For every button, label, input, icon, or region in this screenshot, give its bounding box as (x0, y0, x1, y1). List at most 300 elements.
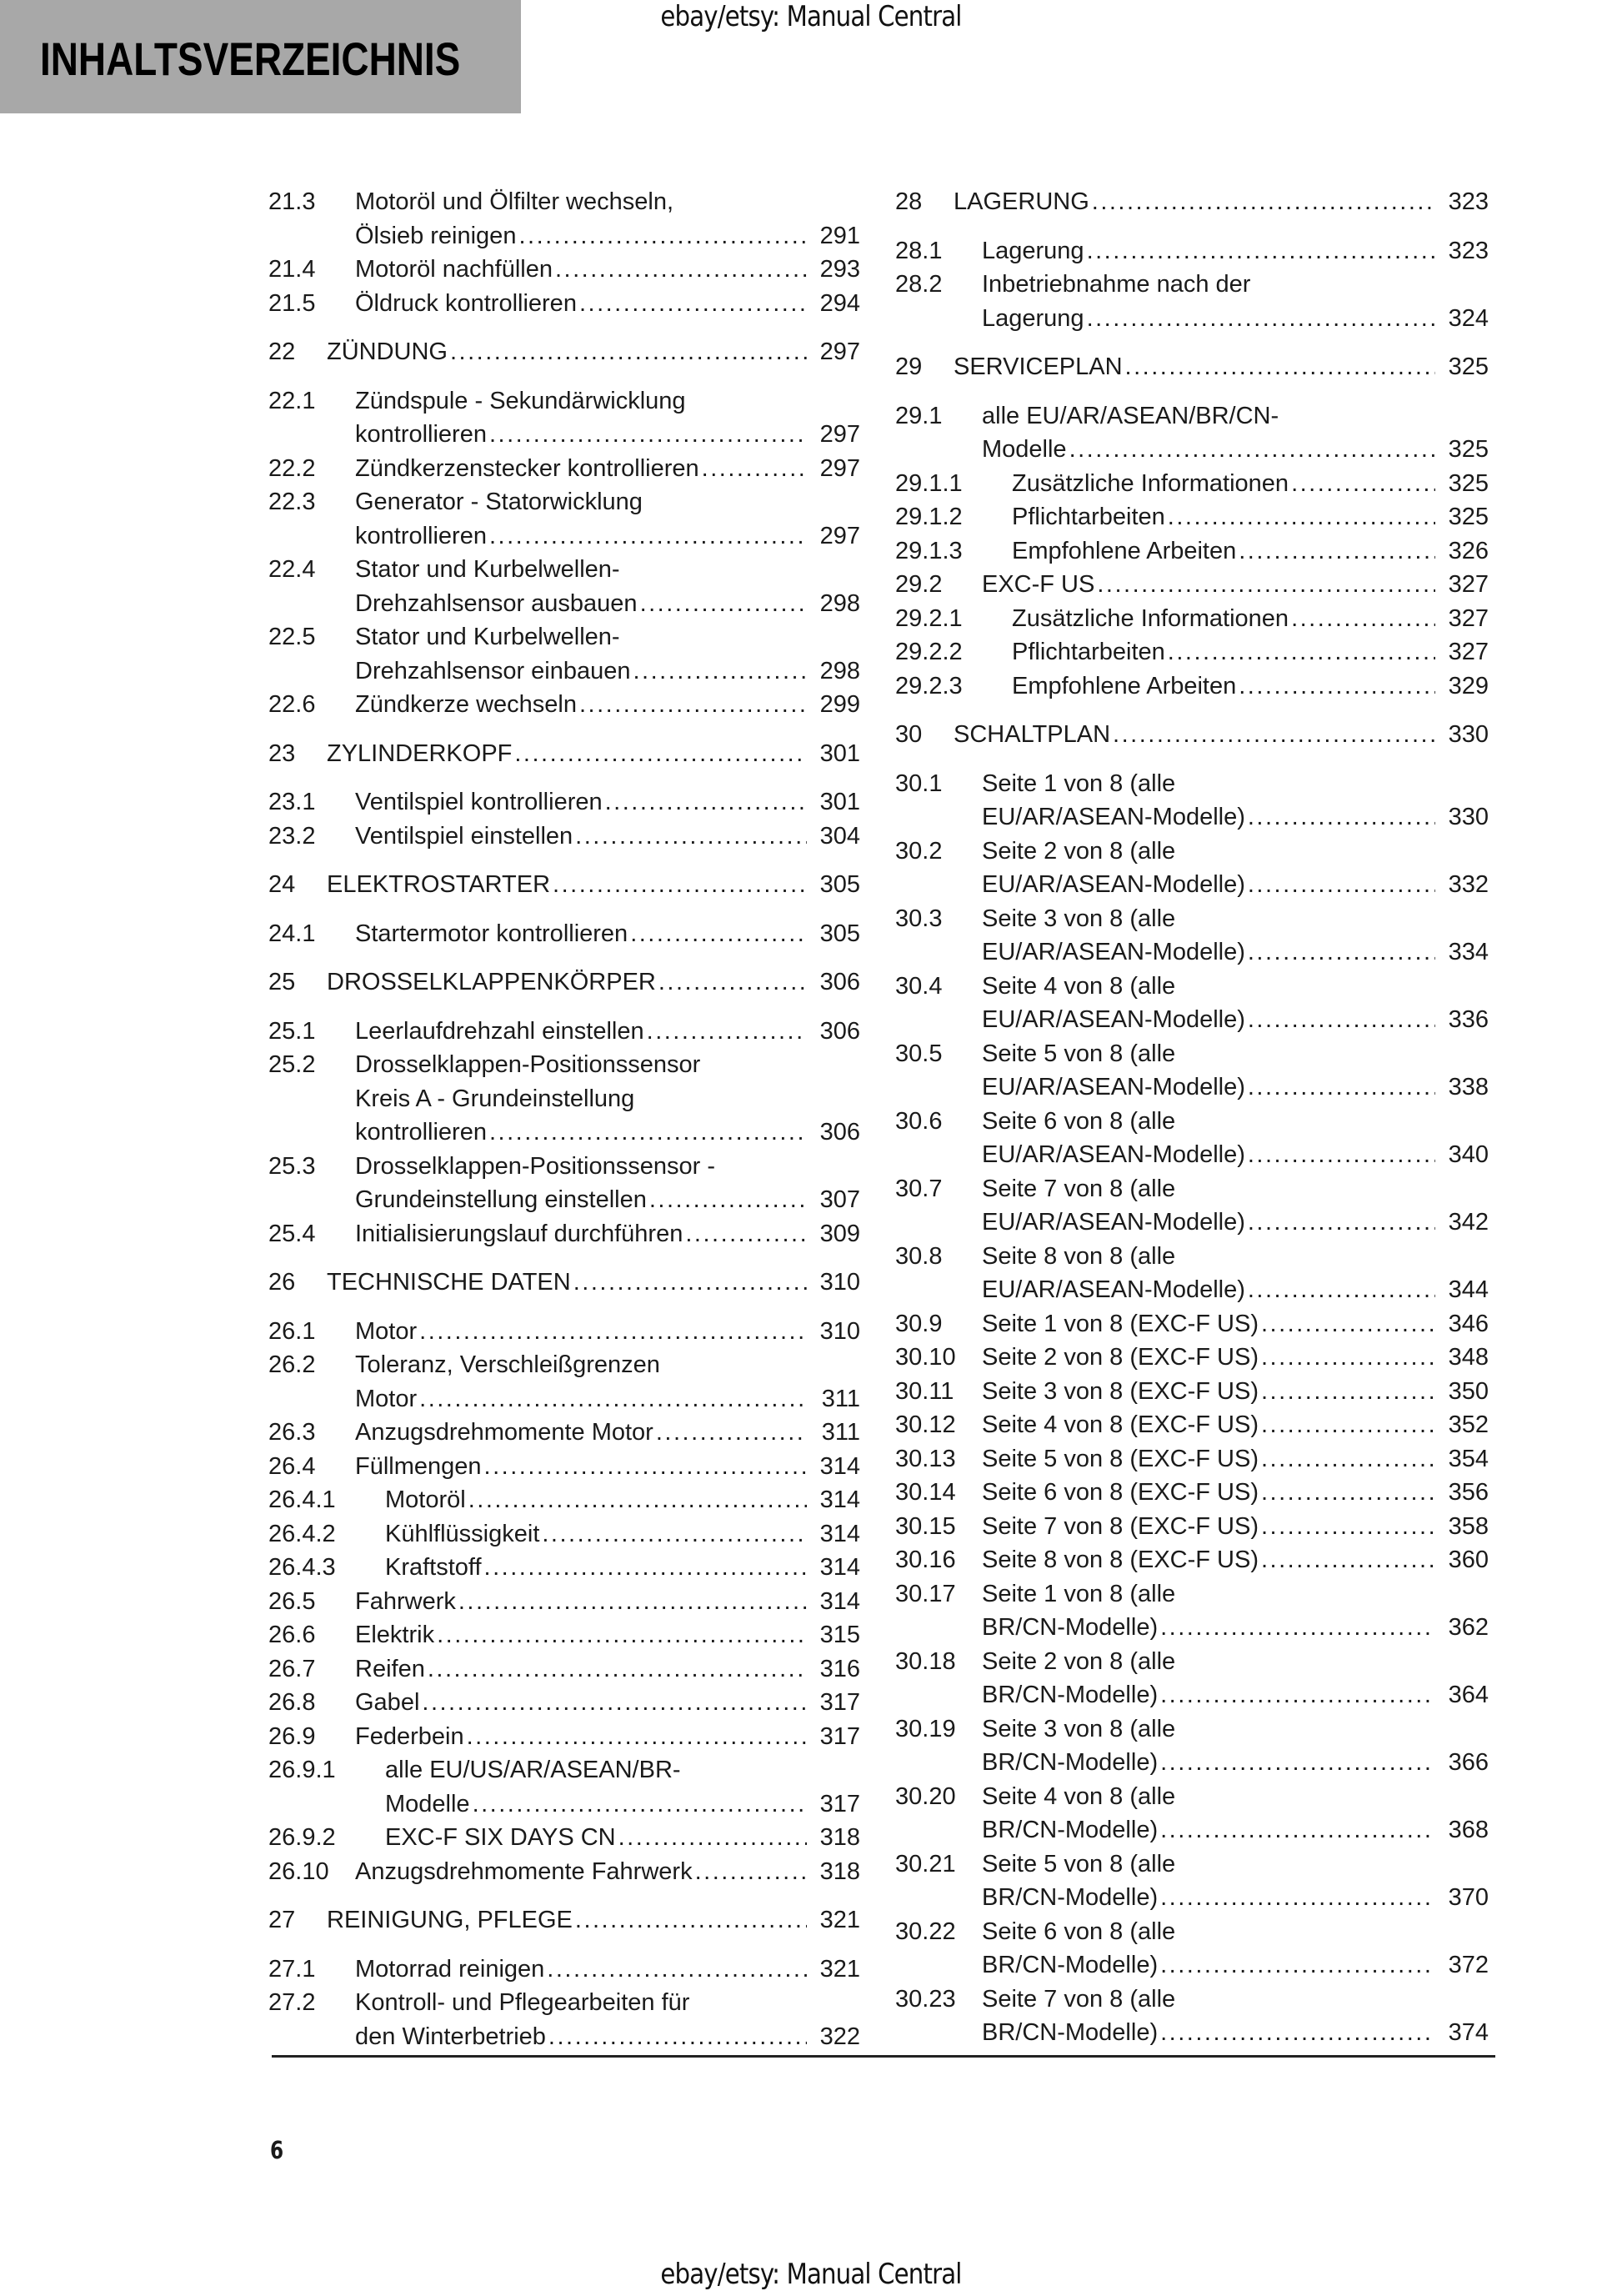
toc-entry-link[interactable] (268, 1821, 860, 1855)
section-title (982, 1712, 1489, 1780)
page-ref: 344 (1448, 1276, 1489, 1303)
section-number: 26.1 (268, 1317, 316, 1345)
page-ref: 348 (1448, 1344, 1489, 1371)
section-title-box (0, 0, 521, 113)
section-title-line: Stator und Kurbelwellen- (355, 624, 620, 650)
toc-entry-link[interactable] (268, 820, 860, 854)
page-ref: 360 (1448, 1547, 1489, 1573)
section-title-last-line (355, 253, 860, 287)
toc-entry-link[interactable] (268, 287, 860, 321)
page-ref: 329 (1448, 672, 1489, 699)
section-title-line: Seite 6 von 8 (alle (982, 1107, 1176, 1135)
section-title-text: EU/AR/ASEAN-Modelle) (982, 1276, 1245, 1303)
dot-leader (1248, 1070, 1435, 1105)
chapter-title-text: ZYLINDERKOPF (327, 739, 513, 767)
section-title-line: Seite 7 von 8 (alle (982, 1175, 1176, 1202)
dot-leader (422, 1686, 807, 1720)
page-ref: 324 (1448, 304, 1489, 332)
chapter-title-text: ELEKTROSTARTER (327, 871, 551, 898)
section-title-text: Öldruck kontrollieren (355, 289, 577, 317)
section-title-line: Stator und Kurbelwellen- (355, 556, 620, 583)
toc-entry-link[interactable] (268, 1986, 860, 2053)
section-title-last-line (982, 1408, 1489, 1442)
dot-leader (630, 917, 807, 951)
section-title-text: EU/AR/ASEAN-Modelle) (982, 804, 1245, 830)
toc-right-column (895, 185, 1489, 2050)
section-title-last-line (982, 1510, 1489, 1544)
footer-divider (272, 2055, 1495, 2058)
dot-leader (575, 1903, 807, 1938)
toc-entry-link[interactable] (895, 835, 1489, 902)
section-title-last-line (355, 688, 860, 722)
dot-leader (1261, 1375, 1435, 1409)
section-title-text: Seite 6 von 8 (EXC-F US) (982, 1479, 1259, 1506)
section-title (1012, 534, 1489, 569)
page-ref: 297 (819, 338, 860, 365)
section-title-text: Seite 3 von 8 (EXC-F US) (982, 1377, 1259, 1405)
page-ref: 309 (819, 1220, 860, 1247)
toc-entry-link[interactable] (268, 1416, 860, 1450)
chapter-title (954, 185, 1489, 219)
section-title-last-line (982, 800, 1489, 835)
section-title-line: Kontroll- und Pflegearbeiten für (355, 1989, 690, 2016)
section-title-line: Seite 7 von 8 (alle (982, 1985, 1176, 2013)
section-title-last-line (982, 1206, 1489, 1240)
section-title-text: kontrollieren (355, 421, 487, 448)
toc-entry-link[interactable] (268, 1150, 860, 1217)
section-number: 26.3 (268, 1419, 316, 1446)
section-title-text: Grundeinstellung einstellen (355, 1186, 647, 1213)
section-title-line: Inbetriebnahme nach der (982, 271, 1251, 298)
toc-entry-link[interactable] (895, 1780, 1489, 1847)
section-number: 26.9.2 (268, 1824, 336, 1851)
toc-entry-link[interactable] (268, 1618, 860, 1652)
dot-leader (649, 1183, 807, 1217)
section-number: 28.1 (895, 237, 943, 264)
section-title (982, 1476, 1489, 1510)
section-title-line: alle EU/AR/ASEAN/BR/CN- (982, 402, 1279, 429)
section-number: 30.11 (895, 1377, 954, 1405)
toc-entry-link[interactable] (268, 485, 860, 553)
toc-entry-link[interactable] (895, 902, 1489, 970)
toc-entry-link[interactable] (895, 1375, 1489, 1409)
toc-entry-link[interactable] (268, 1720, 860, 1754)
section-title-text: Pflichtarbeiten (1012, 504, 1165, 530)
section-title-text: Initialisierungslauf durchführen (355, 1220, 683, 1247)
toc-entry-link[interactable] (895, 635, 1489, 669)
toc-entry-link[interactable] (268, 1348, 860, 1416)
page-ref: 374 (1448, 2019, 1489, 2046)
page-ref: 332 (1448, 871, 1489, 898)
section-title-last-line (355, 1315, 860, 1349)
section-title-last-line (385, 1483, 860, 1517)
section-title-last-line (355, 287, 860, 321)
page-ref: 325 (1448, 469, 1489, 497)
page-title: INHALTSVERZEICHNIS (40, 33, 461, 85)
section-title-last-line (982, 1476, 1489, 1510)
watermark-bottom: ebay/etsy: Manual Central (660, 2258, 962, 2291)
page-ref: 310 (819, 1317, 860, 1345)
toc-entry-link[interactable] (268, 1686, 860, 1720)
section-title-last-line (982, 1881, 1489, 1915)
dot-leader (658, 965, 807, 1000)
section-number: 26.4.3 (268, 1554, 336, 1581)
section-number: 23.2 (268, 822, 316, 850)
section-number: 30.4 (895, 972, 943, 1000)
toc-entry-link[interactable] (895, 1847, 1489, 1915)
page-ref: 297 (819, 421, 860, 448)
toc-chapter-link[interactable] (268, 335, 860, 369)
dot-leader (555, 253, 807, 287)
section-number: 24.1 (268, 920, 316, 947)
toc-entry-link[interactable] (268, 553, 860, 620)
section-title-text: BR/CN-Modelle) (982, 1952, 1159, 1978)
section-title-last-line (355, 1855, 860, 1889)
toc-entry-link[interactable] (895, 1037, 1489, 1105)
toc-entry-link[interactable] (895, 399, 1489, 467)
section-title-text: BR/CN-Modelle) (982, 2019, 1159, 2046)
toc-entry-link[interactable] (895, 1442, 1489, 1476)
toc-entry-link[interactable] (895, 1645, 1489, 1712)
section-title-last-line (355, 1015, 860, 1049)
section-title-line: Zündspule - Sekundärwicklung (355, 387, 686, 414)
section-title (982, 268, 1489, 335)
toc-entry-link[interactable] (268, 1015, 860, 1049)
toc-entry-link[interactable] (268, 1450, 860, 1484)
toc-entry-link[interactable] (895, 1712, 1489, 1780)
section-number: 29.1.3 (895, 537, 963, 564)
section-title (355, 1953, 860, 1987)
section-title (355, 1315, 860, 1349)
page-ref: 356 (1448, 1479, 1489, 1506)
section-title (982, 1037, 1489, 1105)
section-number: 30.19 (895, 1715, 956, 1742)
toc-entry-link[interactable] (268, 1953, 860, 1987)
toc-entry-link[interactable] (268, 620, 860, 688)
section-title-last-line (982, 1442, 1489, 1476)
section-title-last-line (355, 785, 860, 820)
section-title-text: Zusätzliche Informationen (1012, 604, 1289, 632)
section-title-last-line (1012, 602, 1489, 636)
section-title-text: Ventilspiel kontrollieren (355, 789, 603, 815)
section-number: 26.9.1 (268, 1757, 336, 1783)
section-title (982, 902, 1489, 970)
dot-leader (685, 1217, 807, 1251)
section-title-last-line (982, 302, 1489, 336)
section-number: 25.4 (268, 1220, 316, 1247)
page-ref: 317 (819, 1722, 860, 1750)
section-title-text: Seite 5 von 8 (EXC-F US) (982, 1445, 1259, 1472)
toc-entry-link[interactable] (268, 1753, 860, 1821)
section-number: 30.16 (895, 1547, 956, 1573)
toc-entry-link[interactable] (895, 500, 1489, 534)
toc-entry-link[interactable] (895, 1915, 1489, 1983)
section-number: 30.10 (895, 1344, 956, 1371)
page-ref: 304 (819, 822, 860, 850)
dot-leader (1261, 1408, 1435, 1442)
section-title-line: Seite 6 von 8 (alle (982, 1918, 1176, 1945)
dot-leader (514, 737, 807, 771)
section-title-text: Zusätzliche Informationen (1012, 469, 1289, 497)
chapter-title (954, 350, 1489, 384)
page-ref: 316 (819, 1655, 860, 1682)
chapter-title (327, 1266, 860, 1300)
page-ref: 336 (1448, 1006, 1489, 1033)
section-title (355, 1048, 860, 1150)
toc-entry-link[interactable] (895, 234, 1489, 268)
section-title-text: Modelle (982, 436, 1067, 463)
toc-entry-link[interactable] (895, 669, 1489, 704)
dot-leader (1248, 1138, 1435, 1172)
section-title-line: Seite 8 von 8 (alle (982, 1242, 1176, 1270)
page-ref: 368 (1448, 1817, 1489, 1843)
page-ref: 321 (819, 1955, 860, 1983)
toc-entry-link[interactable] (268, 185, 860, 253)
toc-entry-link[interactable] (895, 1240, 1489, 1307)
section-title-last-line (355, 1217, 860, 1251)
toc-entry-link[interactable] (895, 268, 1489, 335)
page-ref: 317 (819, 1790, 860, 1817)
section-number: 22.1 (268, 387, 316, 414)
section-title-last-line (982, 1273, 1489, 1307)
toc-chapter-link[interactable] (268, 965, 860, 1000)
section-number: 25.3 (268, 1152, 316, 1180)
toc-entry-link[interactable] (895, 970, 1489, 1037)
page-ref: 315 (819, 1622, 860, 1648)
toc-entry-link[interactable] (268, 1551, 860, 1585)
section-title (1012, 467, 1489, 501)
section-number: 26.5 (268, 1587, 316, 1615)
dot-leader (458, 1585, 807, 1619)
page-ref: 301 (819, 789, 860, 815)
toc-entry-link[interactable] (895, 1341, 1489, 1375)
section-title-text: Ölsieb reinigen (355, 222, 517, 249)
page-ref: 321 (819, 1907, 860, 1933)
toc-entry-link[interactable] (895, 1307, 1489, 1341)
page-ref: 301 (819, 739, 860, 767)
section-title-last-line (982, 1813, 1489, 1847)
section-number: 30.22 (895, 1918, 956, 1945)
toc-chapter-link[interactable] (895, 718, 1489, 752)
toc-entry-link[interactable] (895, 602, 1489, 636)
dot-leader (419, 1382, 807, 1416)
section-title (982, 1375, 1489, 1409)
section-number: 30.20 (895, 1782, 956, 1810)
section-title (982, 1341, 1489, 1375)
section-title-text: BR/CN-Modelle) (982, 1749, 1159, 1776)
chapter-title (327, 1903, 860, 1938)
section-title-line: Seite 3 von 8 (alle (982, 1715, 1176, 1742)
page-ref: 299 (819, 691, 860, 718)
section-number: 22.4 (268, 556, 316, 583)
page-ref: 362 (1448, 1614, 1489, 1641)
section-title (982, 1780, 1489, 1847)
section-title-line: Seite 4 von 8 (alle (982, 972, 1176, 1000)
toc-entry-link[interactable] (268, 1483, 860, 1517)
toc-entry-link[interactable] (895, 1105, 1489, 1172)
section-title-text: EXC-F SIX DAYS CN (385, 1824, 616, 1851)
chapter-title-text: TECHNISCHE DATEN (327, 1269, 571, 1296)
section-title (355, 1652, 860, 1687)
toc-entry-link[interactable] (268, 384, 860, 452)
page-ref: 330 (1448, 721, 1489, 748)
toc-chapter-link[interactable] (895, 185, 1489, 219)
section-number: 30.6 (895, 1107, 943, 1135)
section-title-text: Leerlaufdrehzahl einstellen (355, 1017, 644, 1045)
section-title (385, 1551, 860, 1585)
toc-entry-link[interactable] (268, 452, 860, 486)
section-title (982, 1915, 1489, 1983)
chapter-number: 29 (895, 353, 923, 380)
section-number: 27.2 (268, 1989, 316, 2016)
section-title (982, 1510, 1489, 1544)
chapter-title-text: ZÜNDUNG (327, 338, 448, 365)
section-title-text: Drehzahlsensor einbauen (355, 657, 631, 684)
chapter-number: 27 (268, 1907, 296, 1933)
section-title (1012, 500, 1489, 534)
section-title-last-line (982, 1307, 1489, 1341)
page-ref: 334 (1448, 939, 1489, 965)
toc-entry-link[interactable] (895, 1476, 1489, 1510)
section-title-last-line (982, 1341, 1489, 1375)
dot-leader (542, 1517, 807, 1552)
dot-leader (419, 1315, 807, 1349)
section-number: 25.1 (268, 1017, 316, 1045)
section-title-text: EU/AR/ASEAN-Modelle) (982, 1209, 1245, 1236)
section-title-last-line (1012, 635, 1489, 669)
toc-entry-link[interactable] (268, 1855, 860, 1889)
section-number: 22.6 (268, 691, 316, 718)
section-title-last-line (982, 1678, 1489, 1712)
toc-chapter-link[interactable] (895, 350, 1489, 384)
section-number: 30.5 (895, 1040, 943, 1067)
page-ref: 350 (1448, 1377, 1489, 1405)
toc-chapter-link[interactable] (268, 1903, 860, 1938)
section-title-text: Motoröl nachfüllen (355, 256, 553, 283)
section-title (355, 1015, 860, 1049)
section-title-line: Seite 4 von 8 (alle (982, 1782, 1176, 1810)
section-title-last-line (982, 1746, 1489, 1780)
toc-entry-link[interactable] (895, 1510, 1489, 1544)
section-title (355, 185, 860, 253)
page-ref: 318 (819, 1824, 860, 1851)
section-title-text: EU/AR/ASEAN-Modelle) (982, 1074, 1245, 1100)
section-title-text: Motoröl (385, 1486, 466, 1513)
page-ref: 306 (819, 969, 860, 995)
section-title (355, 1450, 860, 1484)
dot-leader (575, 820, 807, 854)
page-ref: 327 (1448, 639, 1489, 665)
section-title-text: Federbein (355, 1722, 464, 1750)
section-title (982, 1983, 1489, 2050)
toc-entry-link[interactable] (895, 568, 1489, 602)
toc-chapter-link[interactable] (268, 868, 860, 902)
page-ref: 306 (819, 1119, 860, 1145)
section-title (1012, 635, 1489, 669)
dot-leader (450, 335, 807, 369)
toc-entry-link[interactable] (268, 1315, 860, 1349)
chapter-number: 28 (895, 188, 923, 215)
page-ref: 314 (819, 1486, 860, 1513)
dot-leader (618, 1821, 807, 1855)
section-title-last-line (982, 433, 1489, 467)
section-title (982, 1408, 1489, 1442)
toc-entry-link[interactable] (268, 1517, 860, 1552)
toc-entry-link[interactable] (268, 1652, 860, 1687)
toc-entry-link[interactable] (895, 1408, 1489, 1442)
toc-entry-link[interactable] (895, 534, 1489, 569)
toc-entry-link[interactable] (895, 1172, 1489, 1240)
dot-leader (1239, 669, 1435, 704)
section-number: 26.7 (268, 1655, 316, 1682)
section-title (982, 767, 1489, 835)
toc-entry-link[interactable] (268, 1217, 860, 1251)
section-title (355, 287, 860, 321)
dot-leader (1248, 1003, 1435, 1037)
page-ref: 314 (819, 1554, 860, 1581)
toc-entry-link[interactable] (268, 1048, 860, 1150)
chapter-title (327, 737, 860, 771)
section-title (355, 1986, 860, 2053)
section-title-text: Pflichtarbeiten (1012, 639, 1165, 665)
dot-leader (1160, 1813, 1435, 1847)
section-title-last-line (355, 219, 860, 253)
dot-leader (1092, 185, 1435, 219)
dot-leader (1248, 800, 1435, 835)
page-ref: 307 (819, 1186, 860, 1213)
section-title-text: kontrollieren (355, 522, 487, 549)
toc-entry-link[interactable] (895, 1577, 1489, 1645)
section-title (982, 568, 1489, 602)
section-number: 30.21 (895, 1850, 956, 1877)
section-title (385, 1483, 860, 1517)
section-title-text: Zündkerzenstecker kontrollieren (355, 454, 699, 482)
toc-chapter-link[interactable] (268, 737, 860, 771)
section-title (982, 1307, 1489, 1341)
section-number: 26.4.2 (268, 1520, 336, 1547)
toc-entry-link[interactable] (895, 767, 1489, 835)
chapter-title (327, 335, 860, 369)
section-title (355, 620, 860, 688)
dot-leader (1160, 1746, 1435, 1780)
page-ref: 330 (1448, 804, 1489, 830)
section-title-text: Motor (355, 1385, 418, 1412)
page-ref: 340 (1448, 1141, 1489, 1168)
section-title-line: Drosselklappen-Positionssensor (355, 1051, 701, 1078)
section-title-last-line (982, 1611, 1489, 1645)
toc-entry-link[interactable] (268, 1585, 860, 1619)
page-ref: 318 (819, 1857, 860, 1885)
page-ref: 352 (1448, 1411, 1489, 1438)
toc-entry-link[interactable] (895, 1983, 1489, 2050)
toc-entry-link[interactable] (268, 917, 860, 951)
page-ref: 314 (819, 1452, 860, 1480)
toc-chapter-link[interactable] (268, 1266, 860, 1300)
dot-leader (1248, 1273, 1435, 1307)
toc-entry-link[interactable] (268, 688, 860, 722)
dot-leader (656, 1416, 807, 1450)
section-number: 30.13 (895, 1445, 956, 1472)
toc-entry-link[interactable] (268, 253, 860, 287)
section-title-line: Drosselklappen-Positionssensor - (355, 1152, 715, 1180)
toc-entry-link[interactable] (895, 467, 1489, 501)
section-title (982, 1240, 1489, 1307)
dot-leader (1261, 1307, 1435, 1341)
toc-entry-link[interactable] (268, 785, 860, 820)
section-number: 25.2 (268, 1051, 316, 1078)
section-title-line: Seite 2 von 8 (alle (982, 1647, 1176, 1675)
toc-entry-link[interactable] (895, 1543, 1489, 1577)
